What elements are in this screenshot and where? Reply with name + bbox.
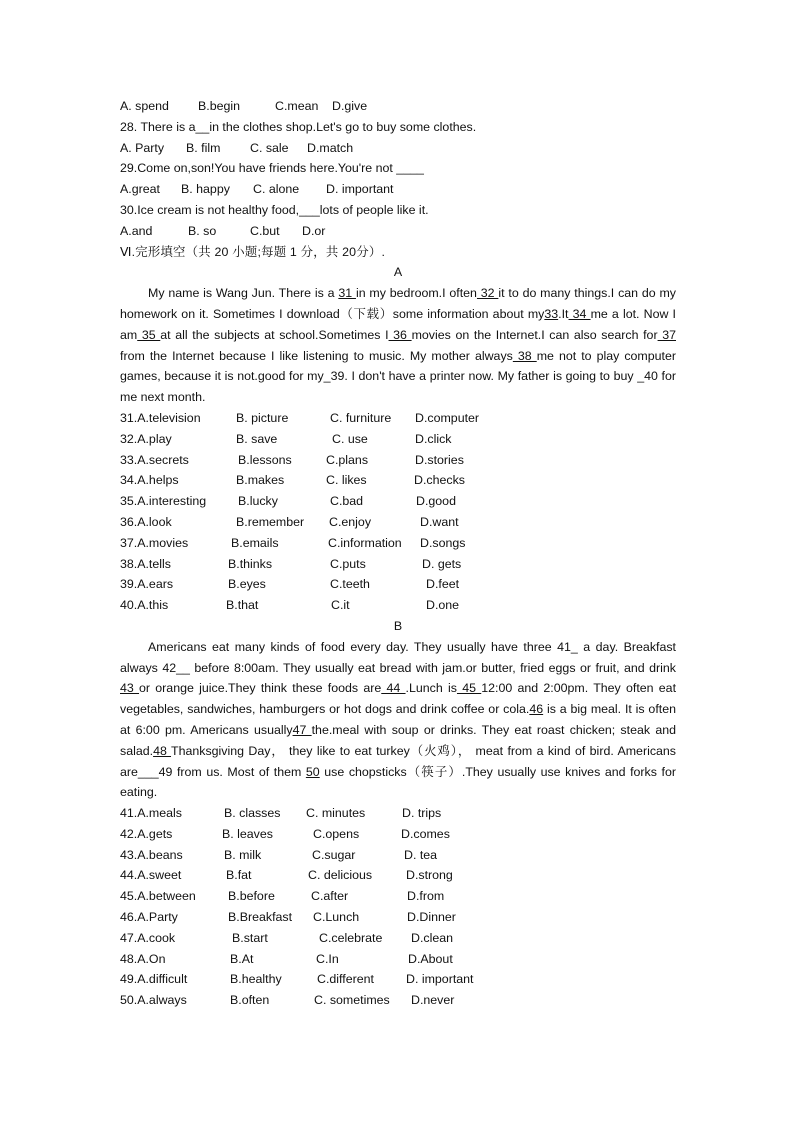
blank-36: 36 — [388, 327, 412, 342]
q44-option-b: B.fat — [226, 868, 252, 883]
q50-option-c: C. sometimes — [314, 993, 390, 1008]
passage-a-text-9: me not to play computer games, because it is not.good for my_39. I don't have a printer now. My father is going to buy _40 for me next month. — [120, 348, 676, 405]
blank-38: 38 — [512, 348, 537, 363]
q40-option-b: B.that — [226, 598, 259, 613]
q35-option-a: 35.A.interesting — [120, 494, 207, 509]
q41-option-d: D. trips — [402, 806, 442, 821]
q42-option-b: B. leaves — [222, 826, 273, 841]
passage-a-text-3: it to do many things.I can do my homework on it. Sometimes I download（下载）some information about my — [120, 286, 676, 321]
passage-a-text-8: from the Internet because I like listening to music. My mother always — [120, 348, 513, 363]
q27-option-d: D.give — [332, 99, 368, 113]
q43-option-d: D. tea — [404, 847, 438, 862]
q49-option-d: D. important — [406, 972, 474, 987]
question-31 — [120, 408, 676, 429]
q32-option-c: C. use — [332, 431, 368, 446]
blank-47: 47 — [292, 722, 312, 737]
q44-option-d: D.strong — [406, 868, 453, 883]
question-40 — [120, 595, 676, 616]
blank-46: 46 — [529, 702, 544, 717]
q47-option-d: D.clean — [411, 930, 454, 945]
q34-option-d: D.checks — [414, 473, 465, 488]
q48-option-a: 48.A.On — [120, 951, 166, 966]
q28-option-a: A. Party — [120, 140, 165, 155]
question-50 — [120, 990, 676, 1011]
q39-option-a: 39.A.ears — [120, 577, 174, 592]
blank-33: 33 — [544, 306, 559, 321]
q38-option-d: D. gets — [422, 556, 462, 571]
q33-option-a: 33.A.secrets — [120, 452, 189, 467]
q32-option-a: 32.A.play — [120, 431, 172, 446]
q45-option-c: C.after — [311, 889, 349, 904]
q47-option-b: B.start — [232, 930, 268, 945]
q36-option-d: D.want — [420, 514, 459, 529]
q29-option-a: A.great — [120, 182, 160, 197]
passage-b-text-9: use chopsticks（筷子）.They usually use knives and forks for eating. — [120, 764, 676, 800]
question-39 — [120, 574, 676, 595]
q30-option-d: D.or — [302, 223, 326, 238]
passage-a-text — [120, 283, 676, 408]
q45-option-b: B.before — [228, 889, 275, 904]
passage-b-text-3: .Lunch is — [405, 681, 457, 696]
q40-option-c: C.it — [331, 598, 350, 613]
blank-45: 45 — [456, 681, 482, 696]
q49-option-c: C.different — [317, 972, 374, 987]
q31-option-c: C. furniture — [330, 410, 392, 425]
q31-option-b: B. picture — [236, 410, 289, 425]
q27-option-c: C.mean — [275, 99, 319, 113]
q47-option-a: 47.A.cook — [120, 930, 176, 945]
q49-option-b: B.healthy — [230, 972, 282, 987]
passage-a-text-6: at all the subjects at school.Sometimes I — [160, 327, 389, 342]
q28-option-d: D.match — [307, 140, 354, 155]
q31-option-a: 31.A.television — [120, 410, 201, 425]
q39-option-d: D.feet — [426, 577, 460, 592]
q29-stem: 29.Come on,son!You have friends here.You're not ____ — [120, 161, 424, 176]
question-47 — [120, 928, 676, 949]
passage-a-text-1: My name is Wang Jun. There is a — [148, 286, 339, 301]
q41-option-a: 41.A.meals — [120, 806, 182, 821]
q48-option-b: B.At — [230, 951, 254, 966]
q29-option-c: C. alone — [253, 182, 300, 197]
blank-31: 31 — [338, 286, 356, 301]
q32-option-b: B. save — [236, 431, 278, 446]
q39-option-b: B.eyes — [228, 577, 266, 592]
blank-34: 34 — [568, 306, 591, 321]
q44-option-c: C. delicious — [308, 868, 373, 883]
blank-44: 44 — [381, 681, 406, 696]
q38-option-a: 38.A.tells — [120, 556, 171, 571]
q35-option-c: C.bad — [330, 494, 364, 509]
question-42 — [120, 824, 676, 845]
passage-b-questions — [120, 803, 676, 1011]
blank-49: ___ — [137, 764, 159, 779]
question-34 — [120, 470, 676, 491]
q28-option-b: B. film — [186, 140, 221, 155]
q29-options — [120, 179, 676, 200]
q46-option-d: D.Dinner — [407, 910, 456, 925]
q36-option-a: 36.A.look — [120, 514, 172, 529]
q46-option-a: 46.A.Party — [120, 910, 178, 925]
q36-option-b: B.remember — [236, 514, 305, 529]
exam-page — [120, 96, 676, 1011]
q43-option-b: B. milk — [224, 847, 262, 862]
q44-option-a: 44.A.sweet — [120, 868, 182, 883]
q30-options — [120, 221, 676, 242]
blank-37: 37 — [657, 327, 676, 342]
passage-a-text-7: movies on the Internet.I can also search for — [411, 327, 658, 342]
q29-option-b: B. happy — [181, 182, 230, 197]
q28-options — [120, 138, 676, 159]
passage-a-questions — [120, 408, 676, 616]
q32-option-d: D.click — [415, 431, 452, 446]
q35-option-d: D.good — [416, 494, 456, 509]
q46-option-c: C.Lunch — [313, 910, 360, 925]
question-32 — [120, 429, 676, 450]
q42-option-c: C.opens — [313, 826, 360, 841]
q31-option-d: D.computer — [415, 410, 480, 425]
q50-option-d: D.never — [411, 993, 455, 1008]
q38-option-c: C.puts — [330, 556, 366, 571]
q41-option-b: B. classes — [224, 806, 281, 821]
q33-option-b: B.lessons — [238, 452, 292, 467]
q28-stem: 28. There is a__in the clothes shop.Let's go to buy some clothes. — [120, 119, 477, 134]
q47-option-c: C.celebrate — [319, 930, 383, 945]
q40-option-d: D.one — [426, 598, 460, 613]
question-35 — [120, 491, 676, 512]
q43-option-c: C.sugar — [312, 847, 356, 862]
passage-a-label: A — [393, 265, 403, 280]
passage-b-text-2: or orange juice.They think these foods are — [139, 681, 382, 696]
q40-option-a: 40.A.this — [120, 598, 169, 613]
passage-b-text — [120, 637, 676, 803]
q49-option-a: 49.A.difficult — [120, 972, 188, 987]
q30-option-c: C.but — [250, 223, 280, 238]
q36-option-c: C.enjoy — [329, 514, 372, 529]
question-46 — [120, 907, 676, 928]
q37-option-a: 37.A.movies — [120, 535, 189, 550]
question-43 — [120, 845, 676, 866]
q45-option-d: D.from — [407, 889, 445, 904]
q37-option-d: D.songs — [420, 535, 466, 550]
q34-option-a: 34.A.helps — [120, 473, 179, 488]
passage-b-text-7: Thanksgiving Day， they like to eat turkey（火鸡）， meat from a kind of bird. Americans are — [120, 743, 676, 779]
q29-option-d: D. important — [326, 182, 394, 197]
passage-b-text-6: the.meal with soup or drinks. They eat roast chicken; steak and salad. — [120, 722, 676, 758]
passage-a-text-2: in my bedroom.I often — [355, 286, 477, 301]
q42-option-d: D.comes — [401, 826, 450, 841]
q28-option-c: C. sale — [250, 140, 289, 155]
q42-option-a: 42.A.gets — [120, 826, 173, 841]
q27-option-a: A. spend — [120, 99, 169, 113]
question-37 — [120, 533, 676, 554]
question-36 — [120, 512, 676, 533]
passage-b-text-8: 49 from us. Most of them — [158, 764, 306, 779]
question-44 — [120, 865, 676, 886]
blank-32: 32 — [476, 286, 499, 301]
question-41 — [120, 803, 676, 824]
passage-a-text-5: me a lot. Now I am — [120, 306, 676, 342]
passage-b-text-1: Americans eat many kinds of food every day. They usually have three 41_ a day. Breakfast always 42__ before 8:00am. They usually eat bread with jam.or butter, fried eggs or fruit, and drink — [120, 639, 676, 675]
q46-option-b: B.Breakfast — [228, 910, 293, 925]
question-49 — [120, 969, 676, 990]
q45-option-a: 45.A.between — [120, 889, 196, 904]
q30-option-a: A.and — [120, 223, 153, 238]
q34-option-b: B.makes — [236, 473, 285, 488]
q34-option-c: C. likes — [326, 473, 367, 488]
q27-option-b: B.begin — [198, 99, 241, 113]
q37-option-b: B.emails — [231, 535, 279, 550]
q48-option-c: C.In — [316, 951, 339, 966]
passage-b-label: B — [393, 618, 403, 633]
q41-option-c: C. minutes — [306, 806, 366, 821]
q33-option-d: D.stories — [415, 452, 464, 467]
blank-43: 43 — [120, 681, 140, 696]
question-38 — [120, 554, 676, 575]
q48-option-d: D.About — [408, 951, 453, 966]
passage-a-text-4: .It — [558, 306, 569, 321]
passage-b-text-4: 12:00 and 2:00pm. They often eat vegetables, sandwiches, hamburgers or hot dogs and drink coffee or cola. — [120, 681, 677, 717]
question-45 — [120, 886, 676, 907]
section-heading: Ⅵ.完形填空（共 20 小题;每题 1 分，共 20分）. — [120, 244, 386, 259]
question-48 — [120, 949, 676, 970]
q38-option-b: B.thinks — [228, 556, 273, 571]
q33-option-c: C.plans — [326, 452, 369, 467]
q30-stem: 30.Ice cream is not healthy food,___lots of people like it. — [120, 202, 429, 217]
q30-option-b: B. so — [188, 223, 217, 238]
blank-35: 35 — [137, 327, 161, 342]
blank-48: 48 — [153, 743, 172, 758]
q39-option-c: C.teeth — [330, 577, 370, 592]
q50-option-b: B.often — [230, 993, 270, 1008]
question-33 — [120, 450, 676, 471]
q27-options — [120, 96, 676, 117]
q50-option-a: 50.A.always — [120, 993, 187, 1008]
q43-option-a: 43.A.beans — [120, 847, 183, 862]
passage-b-text-5: is a big meal. It is often at 6:00 pm. Americans usually — [120, 702, 676, 737]
q37-option-c: C.information — [328, 535, 402, 550]
blank-50: 50 — [305, 764, 320, 779]
q35-option-b: B.lucky — [238, 494, 278, 509]
